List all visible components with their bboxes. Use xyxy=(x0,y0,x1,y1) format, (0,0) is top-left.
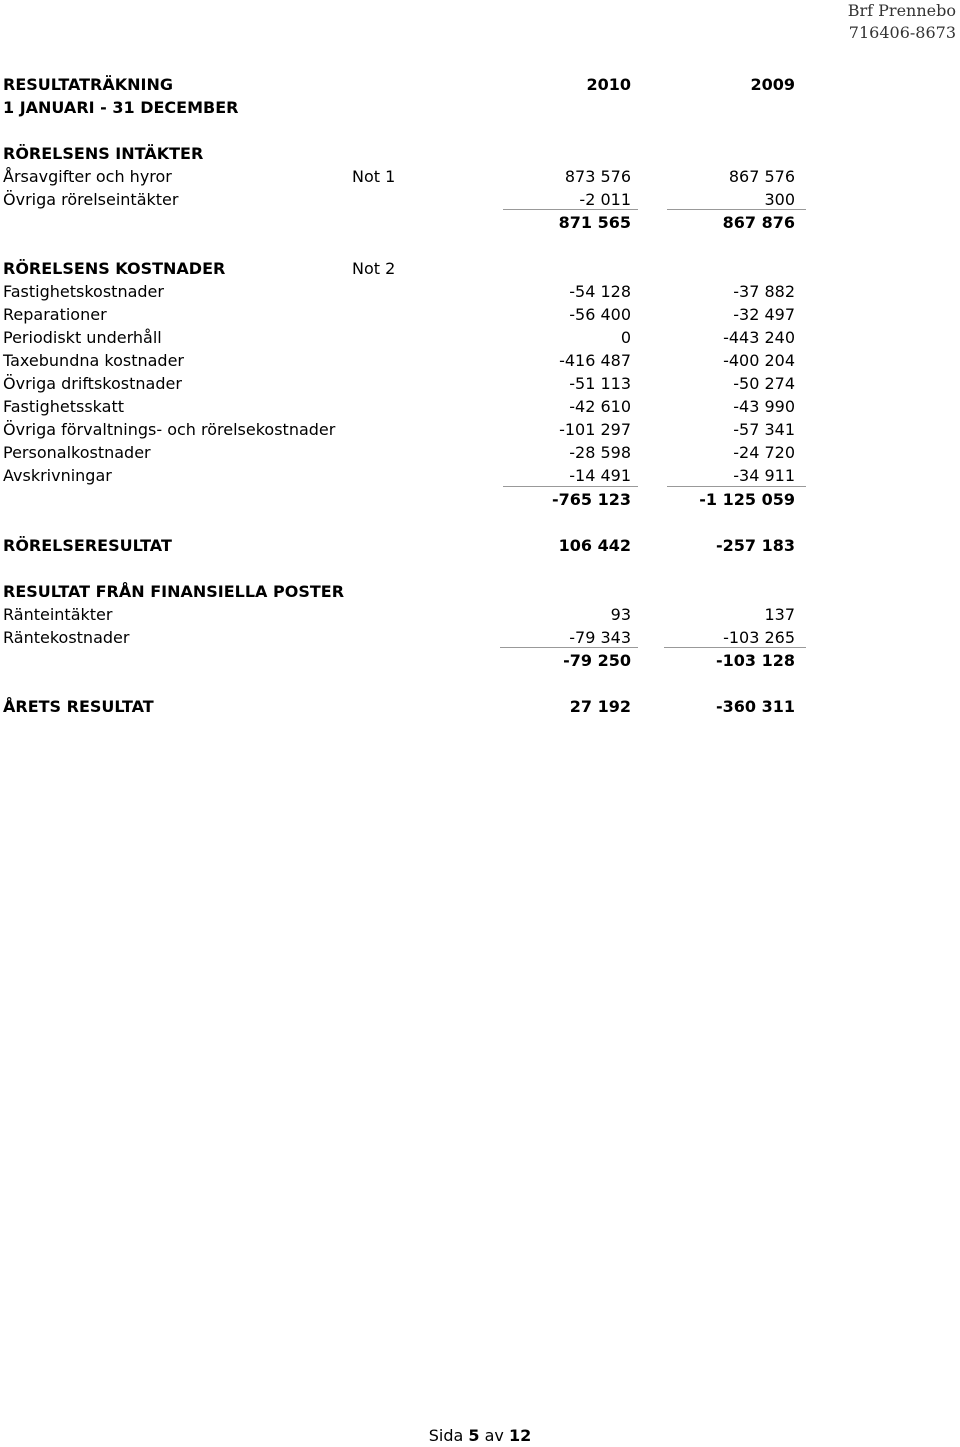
line-label: ÅRETS RESULTAT xyxy=(3,697,154,716)
value-previous: -24 720 xyxy=(733,443,795,462)
value-current: -14 491 xyxy=(569,466,631,485)
line-item xyxy=(3,303,813,326)
heading-intakter: RÖRELSENS INTÄKTER xyxy=(3,144,204,163)
page-footer xyxy=(0,1425,960,1447)
line-label: Räntekostnader xyxy=(3,628,130,647)
line-item xyxy=(3,441,813,464)
note-ref: Not 1 xyxy=(352,167,396,186)
line-item xyxy=(3,326,813,349)
value-previous: -443 240 xyxy=(723,328,795,347)
line-label: Fastighetskostnader xyxy=(3,282,164,301)
value-current: 0 xyxy=(620,328,631,347)
value-current: -54 128 xyxy=(569,282,631,301)
net-result-row xyxy=(3,695,813,718)
value-current: 27 192 xyxy=(569,697,631,716)
heading-finansiella: RESULTAT FRÅN FINANSIELLA POSTER xyxy=(3,582,345,601)
line-label: Reparationer xyxy=(3,305,107,324)
subtotal-previous: -1 125 059 xyxy=(699,490,795,509)
sum-rule xyxy=(503,209,638,210)
period-row xyxy=(3,96,813,119)
subtotal-previous: 867 876 xyxy=(722,213,795,232)
heading-kostnader: RÖRELSENS KOSTNADER xyxy=(3,259,226,278)
company-header xyxy=(848,0,956,44)
line-label: Övriga förvaltnings- och rörelsekostnader xyxy=(3,420,336,439)
org-number: 716406-8673 xyxy=(848,23,956,42)
note-ref: Not 2 xyxy=(352,259,396,278)
sum-rule xyxy=(503,486,638,487)
line-item xyxy=(3,418,813,441)
subtotal-current: -79 250 xyxy=(563,651,631,670)
sum-rule xyxy=(500,647,638,648)
line-item xyxy=(3,280,813,303)
value-previous: -257 183 xyxy=(715,536,795,555)
section-heading xyxy=(3,257,813,280)
value-current: 93 xyxy=(610,605,631,624)
line-item xyxy=(3,395,813,418)
value-current: -51 113 xyxy=(569,374,631,393)
value-previous: 300 xyxy=(764,190,795,209)
line-label: Periodiskt underhåll xyxy=(3,328,162,347)
line-item xyxy=(3,165,813,188)
line-item xyxy=(3,188,813,211)
org-name: Brf Prennebo xyxy=(847,1,956,20)
line-item xyxy=(3,464,813,487)
line-item xyxy=(3,349,813,372)
subtotal-row xyxy=(3,649,813,672)
value-current: -416 487 xyxy=(559,351,631,370)
line-label: Taxebundna kostnader xyxy=(3,351,184,370)
title-row xyxy=(3,73,813,96)
value-previous: -103 265 xyxy=(723,628,795,647)
line-label: Personalkostnader xyxy=(3,443,151,462)
subtotal-row xyxy=(3,211,813,234)
page-sep: av xyxy=(484,1426,504,1445)
value-previous: -43 990 xyxy=(733,397,795,416)
line-label: Årsavgifter och hyror xyxy=(3,167,172,186)
value-current: 106 442 xyxy=(558,536,631,555)
line-label: Övriga driftskostnader xyxy=(3,374,182,393)
line-label: Avskrivningar xyxy=(3,466,112,485)
line-item xyxy=(3,372,813,395)
value-previous: 867 576 xyxy=(728,167,795,186)
page-number: 5 xyxy=(468,1426,480,1445)
page-total: 12 xyxy=(509,1426,532,1445)
subtotal-row xyxy=(3,488,813,511)
value-current: -101 297 xyxy=(559,420,631,439)
value-previous: -400 204 xyxy=(723,351,795,370)
value-previous: 137 xyxy=(764,605,795,624)
value-current: -56 400 xyxy=(569,305,631,324)
value-previous: -32 497 xyxy=(733,305,795,324)
value-current: 873 576 xyxy=(564,167,631,186)
line-item xyxy=(3,626,813,649)
value-current: -42 610 xyxy=(569,397,631,416)
line-label: Övriga rörelseintäkter xyxy=(3,190,179,209)
line-item xyxy=(3,603,813,626)
value-previous: -37 882 xyxy=(733,282,795,301)
page-prefix: Sida xyxy=(428,1426,464,1445)
value-previous: -50 274 xyxy=(733,374,795,393)
sum-rule xyxy=(667,209,806,210)
section-heading xyxy=(3,580,813,603)
statement-title: RESULTATRÄKNING xyxy=(3,75,174,94)
statement-period: 1 JANUARI - 31 DECEMBER xyxy=(3,98,239,117)
line-label: Fastighetsskatt xyxy=(3,397,125,416)
value-previous: -34 911 xyxy=(733,466,795,485)
section-heading xyxy=(3,142,813,165)
year-current: 2010 xyxy=(586,75,631,94)
subtotal-previous: -103 128 xyxy=(715,651,795,670)
value-previous: -360 311 xyxy=(715,697,795,716)
subtotal-current: -765 123 xyxy=(551,490,631,509)
value-current: -2 011 xyxy=(579,190,631,209)
subtotal-current: 871 565 xyxy=(558,213,631,232)
value-previous: -57 341 xyxy=(733,420,795,439)
value-current: -28 598 xyxy=(569,443,631,462)
year-previous: 2009 xyxy=(750,75,795,94)
sum-rule xyxy=(664,647,806,648)
operating-result-row xyxy=(3,534,813,557)
line-label: RÖRELSERESULTAT xyxy=(3,536,172,555)
value-current: -79 343 xyxy=(569,628,631,647)
sum-rule xyxy=(667,486,806,487)
line-label: Ränteintäkter xyxy=(3,605,113,624)
